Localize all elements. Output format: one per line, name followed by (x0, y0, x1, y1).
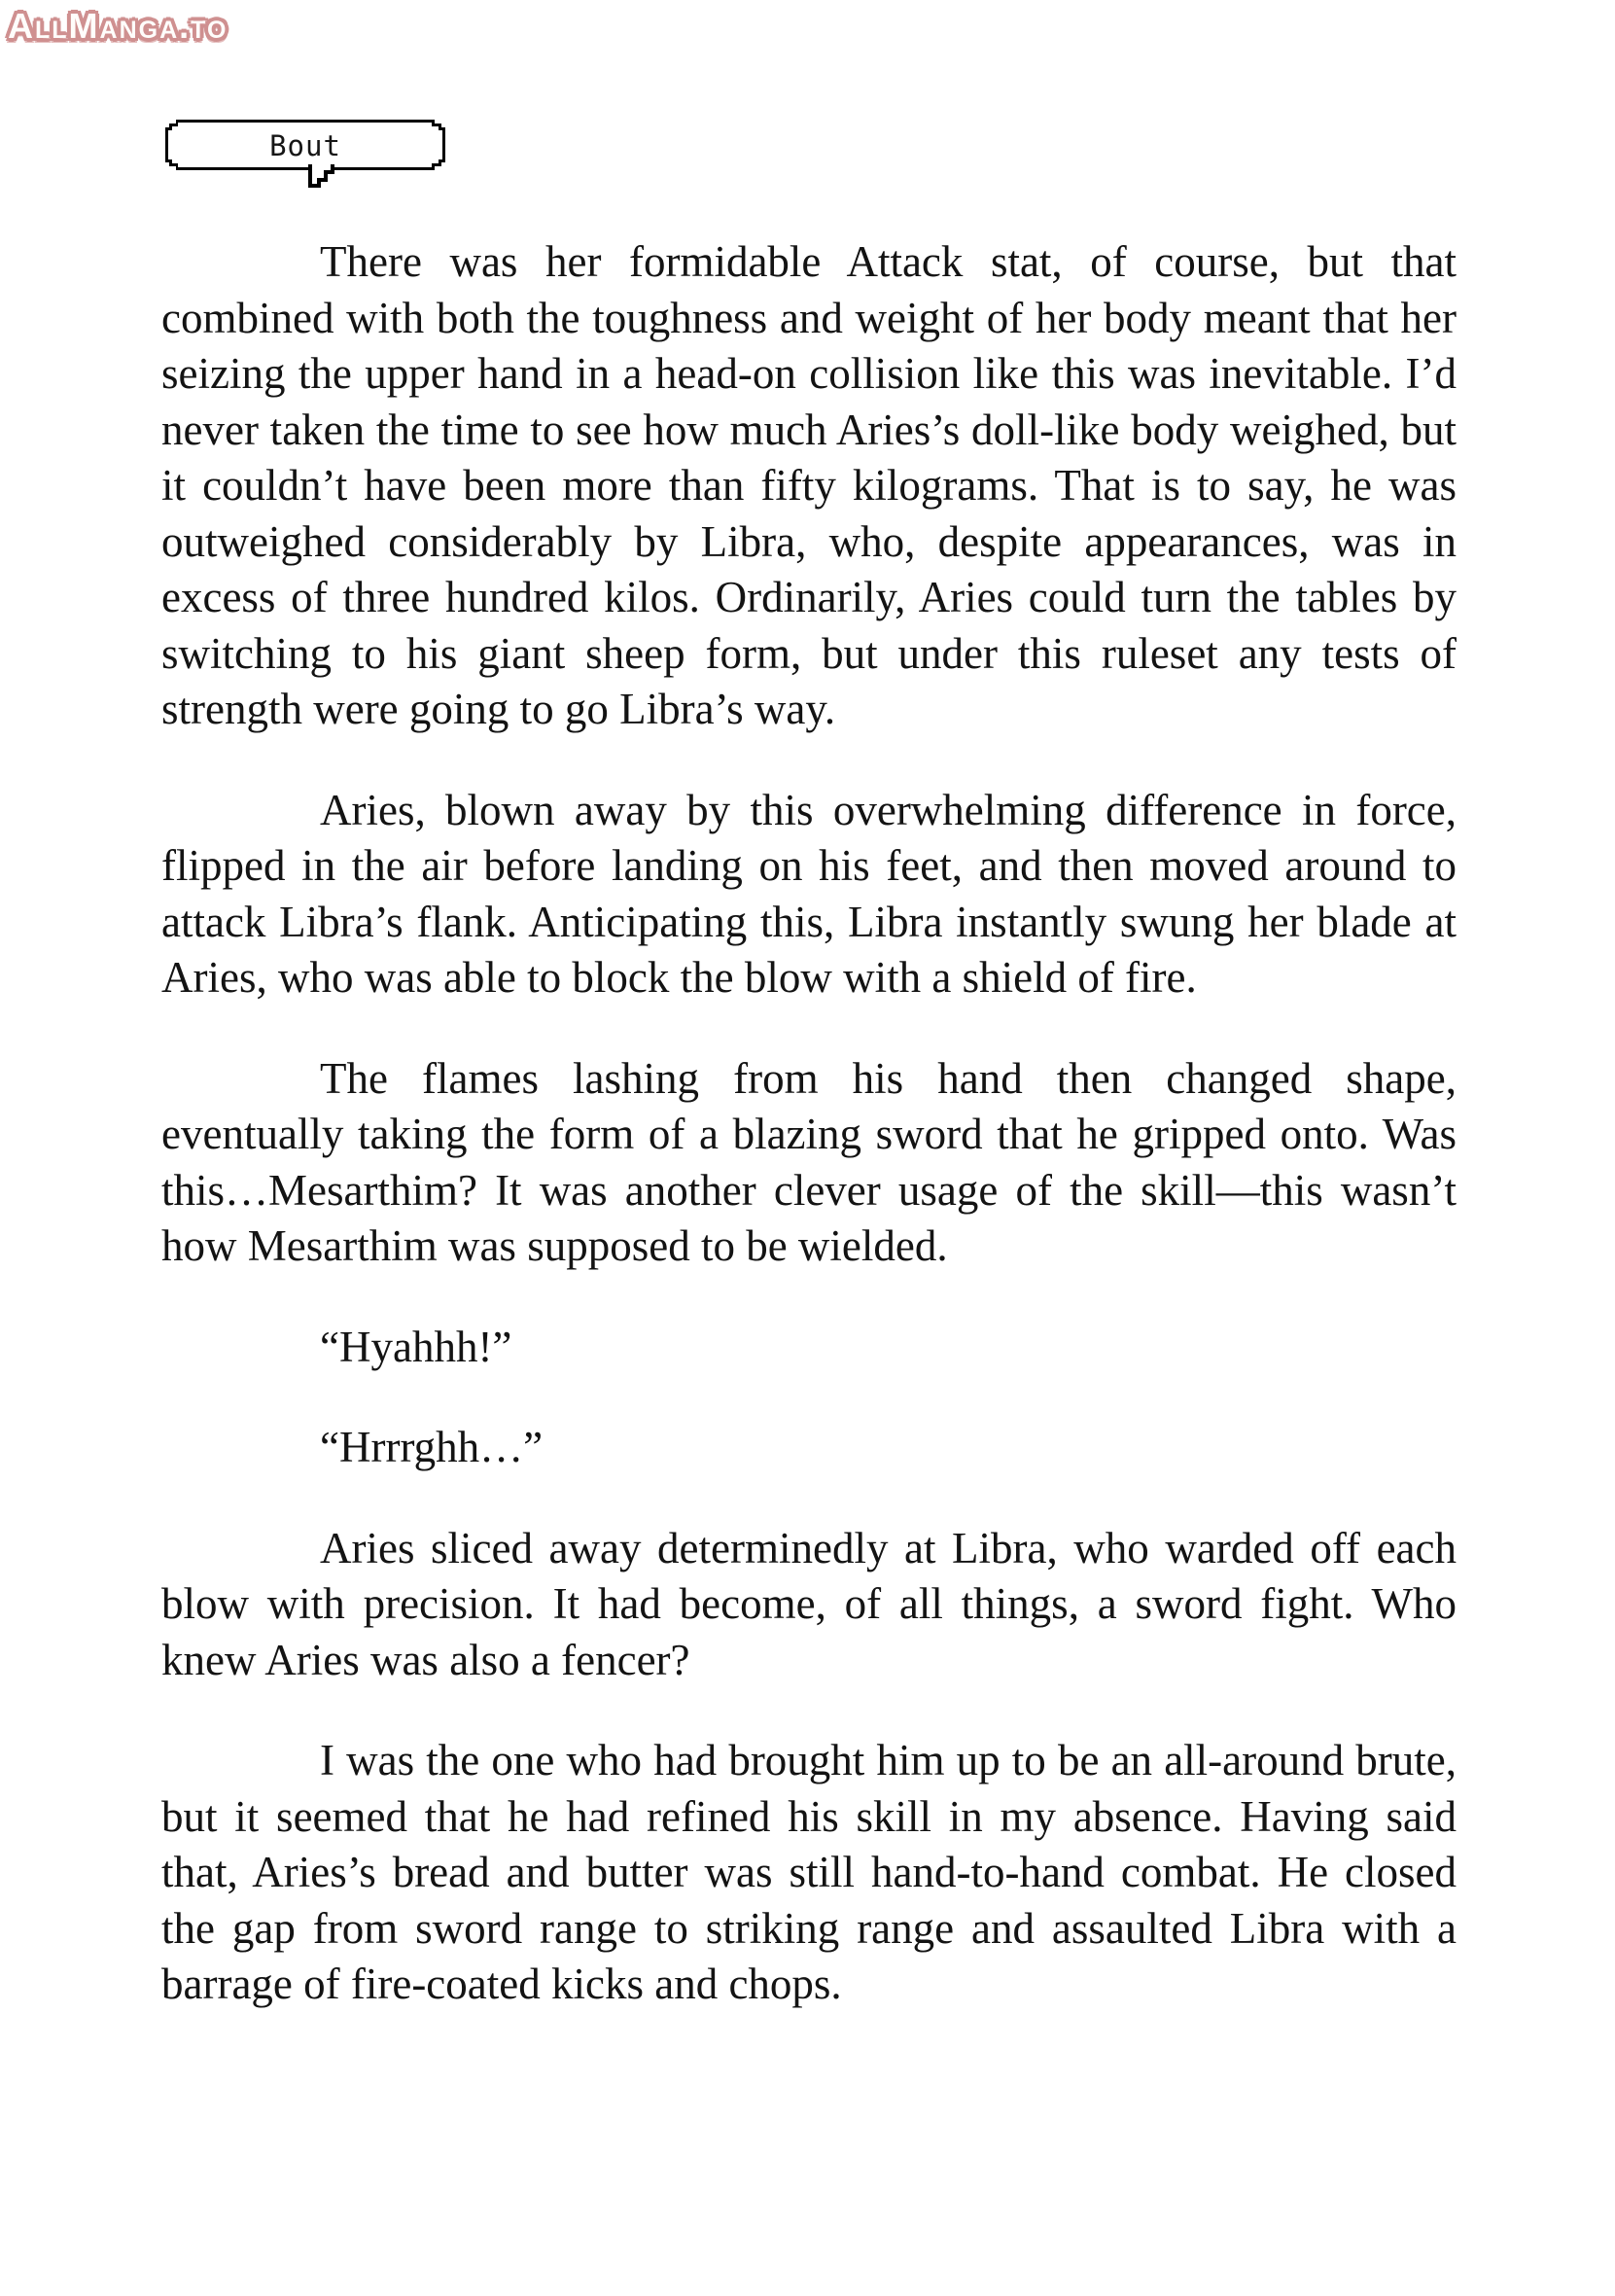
chapter-title: Bout (269, 129, 341, 162)
page-text (161, 234, 1457, 2013)
watermark-logo: AllManga.to (8, 6, 228, 46)
paragraph: Aries sliced away determinedly at Libra, who warded off each blow with precision. It had become, of all things, a sword fight. Who knew Aries was also a fencer? (161, 1523, 1457, 1684)
paragraph: There was her formidable Attack stat, of course, but that combined with both the toughness and weight of her body meant that her seizing the upper hand in a head-on collision like this was inevitable. I’d never taken the time to see how much Aries’s doll-like body weighed, but it couldn’t have been more than fifty kilograms. That is to say, he was outweighed considerably by Libra, who, despite appearances, was in excess of three hundred kilos. Ordinarily, Aries could turn the tables by switching to his giant sheep form, but under this ruleset any tests of strength were going to go Libra’s way. (161, 237, 1457, 733)
paragraph: The flames lashing from his hand then changed shape, eventually taking the form of a blazing sword that he gripped onto. Was this…Mesarthim? It was another clever usage of the skill—this wasn’t how Mesarthim was supposed to be wielded. (161, 1053, 1457, 1270)
paragraph: “Hrrrghh…” (320, 1423, 544, 1471)
paragraph: I was the one who had brought him up to be an all-around brute, but it seemed that he had refined his skill in my absence. Having said that, Aries’s bread and butter was still hand-to-hand combat. He closed the gap from sword range to striking range and assaulted Libra with a barrage of fire-coated kicks and chops. (161, 1736, 1457, 2008)
chapter-header-bubble (161, 117, 453, 196)
paragraph: Aries, blown away by this overwhelming difference in force, flipped in the air before landing on his feet, and then moved around to attack Libra’s flank. Anticipating this, Libra instantly swung her blade at Aries, who was able to block the blow with a shield of fire. (161, 785, 1457, 1002)
paragraph: “Hyahhh!” (320, 1322, 512, 1371)
